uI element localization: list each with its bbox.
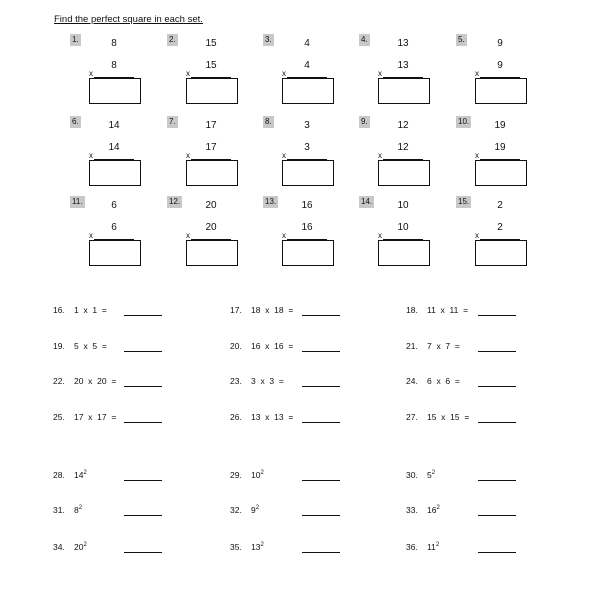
- factor-top: 12: [397, 120, 409, 131]
- base: 5: [427, 470, 432, 480]
- multiply-sign: x: [282, 69, 286, 78]
- expression: 11 x 11 =: [427, 305, 469, 315]
- problem-number: 27.: [406, 412, 418, 422]
- multiplication-problem: [406, 412, 469, 422]
- base: 16: [427, 505, 437, 515]
- expression: 5 x 5 =: [74, 341, 107, 351]
- answer-blank[interactable]: [302, 515, 340, 516]
- answer-blank[interactable]: [478, 351, 516, 352]
- answer-blank[interactable]: [302, 422, 340, 423]
- factor-bottom: 3: [304, 142, 310, 153]
- problem-number: 24.: [406, 376, 418, 386]
- multiplication-problem: [53, 305, 107, 315]
- factor-bottom: 8: [111, 60, 117, 71]
- multiplication-problem: [230, 412, 293, 422]
- problem-number: 15.: [458, 197, 470, 206]
- factor-bottom: 6: [111, 222, 117, 233]
- answer-blank[interactable]: [478, 422, 516, 423]
- base: 10: [251, 470, 261, 480]
- square-set: [167, 34, 263, 108]
- answer-blank[interactable]: [302, 386, 340, 387]
- factor-top: 17: [205, 120, 217, 131]
- problem-number: 20.: [230, 341, 242, 351]
- multiply-sign: x: [186, 69, 190, 78]
- expression: 20 x 20 =: [74, 376, 117, 386]
- factor-top: 10: [397, 200, 409, 211]
- exponent-problem: [230, 470, 264, 480]
- factor-bottom: 12: [397, 142, 409, 153]
- expression: 17 x 17 =: [74, 412, 117, 422]
- problem-number: 31.: [53, 505, 65, 515]
- answer-blank[interactable]: [478, 515, 516, 516]
- problem-number: 21.: [406, 341, 418, 351]
- square-set: [359, 34, 455, 108]
- problem-number: 1.: [72, 35, 79, 44]
- answer-blank[interactable]: [302, 351, 340, 352]
- multiply-sign: x: [475, 231, 479, 240]
- exponent: 2: [431, 470, 436, 476]
- factor-top: 16: [301, 200, 313, 211]
- problem-number: 28.: [53, 470, 65, 480]
- expression: 1 x 1 =: [74, 305, 107, 315]
- answer-box[interactable]: [378, 240, 430, 266]
- factor-top: 3: [304, 120, 310, 131]
- multiplication-problem: [406, 305, 468, 315]
- expression: 6 x 6 =: [427, 376, 460, 386]
- square-set: [263, 116, 359, 190]
- multiply-sign: x: [186, 151, 190, 160]
- answer-box[interactable]: [186, 78, 238, 104]
- square-set: [167, 116, 263, 190]
- multiplication-problem: [230, 376, 284, 386]
- answer-box[interactable]: [282, 78, 334, 104]
- multiply-sign: x: [378, 151, 382, 160]
- exponent: 2: [83, 470, 87, 476]
- square-set: [70, 116, 166, 190]
- base: 11: [427, 542, 436, 552]
- problem-number: 22.: [53, 376, 65, 386]
- exponent: 2: [83, 542, 87, 548]
- factor-bottom: 17: [205, 142, 217, 153]
- multiply-sign: x: [378, 69, 382, 78]
- problem-number: 9.: [361, 117, 368, 126]
- expression: 3 x 3 =: [251, 376, 284, 386]
- factor-top: 19: [494, 120, 506, 131]
- exponent-problem: [406, 505, 440, 515]
- square-set: [456, 116, 552, 190]
- problem-number: 36.: [406, 542, 418, 552]
- expression: 7 x 7 =: [427, 341, 460, 351]
- factor-top: 2: [497, 200, 503, 211]
- problem-number: 2.: [169, 35, 176, 44]
- exponent-problem: [53, 542, 87, 552]
- answer-blank[interactable]: [302, 480, 340, 481]
- answer-blank[interactable]: [478, 386, 516, 387]
- exponent: 2: [436, 505, 440, 511]
- exponent-problem: [406, 470, 435, 480]
- base: 13: [251, 542, 261, 552]
- square-set: [456, 196, 552, 270]
- factor-top: 20: [205, 200, 217, 211]
- problem-number: 14.: [361, 197, 373, 206]
- expression: 15 x 15 =: [427, 412, 470, 422]
- base: 8: [74, 505, 79, 515]
- problem-number: 35.: [230, 542, 242, 552]
- expression: 18 x 18 =: [251, 305, 294, 315]
- problem-number: 10.: [458, 117, 470, 126]
- multiply-sign: x: [186, 231, 190, 240]
- multiply-sign: x: [89, 231, 93, 240]
- answer-blank[interactable]: [478, 552, 516, 553]
- factor-bottom: 19: [494, 142, 506, 153]
- square-set: [70, 34, 166, 108]
- answer-blank[interactable]: [302, 315, 340, 316]
- problem-number: 3.: [265, 35, 272, 44]
- exponent-problem: [53, 470, 87, 480]
- answer-blank[interactable]: [124, 386, 162, 387]
- problem-number: 23.: [230, 376, 242, 386]
- exponent: 2: [260, 542, 264, 548]
- problem-number: 29.: [230, 470, 242, 480]
- answer-blank[interactable]: [302, 552, 340, 553]
- base: 9: [251, 505, 256, 515]
- multiplication-problem: [230, 341, 293, 351]
- page-title: Find the perfect square in each set.: [54, 14, 203, 25]
- problem-number: 25.: [53, 412, 65, 422]
- square-set: [263, 34, 359, 108]
- problem-number: 32.: [230, 505, 242, 515]
- problem-number: 7.: [169, 117, 176, 126]
- exponent-problem: [230, 505, 259, 515]
- problem-number: 33.: [406, 505, 418, 515]
- square-set: [456, 34, 552, 108]
- factor-bottom: 14: [108, 142, 120, 153]
- exponent: 2: [260, 470, 264, 476]
- factor-top: 15: [205, 38, 217, 49]
- answer-blank[interactable]: [478, 480, 516, 481]
- problem-number: 12.: [169, 197, 181, 206]
- problem-number: 34.: [53, 542, 65, 552]
- problem-number: 8.: [265, 117, 272, 126]
- answer-box[interactable]: [89, 78, 141, 104]
- factor-top: 6: [111, 200, 117, 211]
- base: 14: [74, 470, 84, 480]
- factor-top: 4: [304, 38, 310, 49]
- exponent-problem: [53, 505, 82, 515]
- answer-blank[interactable]: [124, 552, 162, 553]
- factor-bottom: 15: [205, 60, 217, 71]
- answer-box[interactable]: [89, 240, 141, 266]
- factor-bottom: 2: [497, 222, 503, 233]
- answer-box[interactable]: [378, 78, 430, 104]
- factor-top: 9: [497, 38, 503, 49]
- exponent-problem: [230, 542, 264, 552]
- square-set: [167, 196, 263, 270]
- multiplication-problem: [230, 305, 293, 315]
- multiply-sign: x: [282, 231, 286, 240]
- answer-box[interactable]: [282, 240, 334, 266]
- problem-number: 30.: [406, 470, 418, 480]
- answer-box[interactable]: [186, 240, 238, 266]
- answer-blank[interactable]: [124, 315, 162, 316]
- answer-box[interactable]: [475, 240, 527, 266]
- exponent-problem: [406, 542, 439, 552]
- factor-bottom: 4: [304, 60, 310, 71]
- multiplication-problem: [406, 376, 460, 386]
- answer-box[interactable]: [89, 160, 141, 186]
- multiply-sign: x: [89, 69, 93, 78]
- problem-number: 5.: [458, 35, 465, 44]
- problem-number: 4.: [361, 35, 368, 44]
- exponent: 2: [78, 505, 83, 511]
- factor-top: 13: [397, 38, 409, 49]
- multiply-sign: x: [475, 151, 479, 160]
- base: 20: [74, 542, 84, 552]
- factor-bottom: 9: [497, 60, 503, 71]
- answer-blank[interactable]: [478, 315, 516, 316]
- problem-number: 18.: [406, 305, 418, 315]
- factor-bottom: 16: [301, 222, 313, 233]
- factor-bottom: 10: [397, 222, 409, 233]
- answer-blank[interactable]: [124, 422, 162, 423]
- problem-number: 26.: [230, 412, 242, 422]
- multiplication-problem: [53, 412, 116, 422]
- square-set: [70, 196, 166, 270]
- answer-blank[interactable]: [124, 351, 162, 352]
- square-set: [359, 196, 455, 270]
- problem-number: 16.: [53, 305, 65, 315]
- exponent: 2: [435, 542, 440, 548]
- square-set: [359, 116, 455, 190]
- answer-box[interactable]: [378, 160, 430, 186]
- multiplication-problem: [406, 341, 460, 351]
- factor-bottom: 20: [205, 222, 217, 233]
- problem-number: 19.: [53, 341, 65, 351]
- multiply-sign: x: [378, 231, 382, 240]
- expression: 13 x 13 =: [251, 412, 294, 422]
- multiplication-problem: [53, 376, 116, 386]
- problem-number: 6.: [72, 117, 79, 126]
- answer-box[interactable]: [282, 160, 334, 186]
- problem-number: 11.: [72, 197, 83, 206]
- square-set: [263, 196, 359, 270]
- answer-box[interactable]: [475, 160, 527, 186]
- answer-box[interactable]: [475, 78, 527, 104]
- multiply-sign: x: [475, 69, 479, 78]
- expression: 16 x 16 =: [251, 341, 294, 351]
- multiplication-problem: [53, 341, 107, 351]
- exponent: 2: [255, 505, 260, 511]
- answer-box[interactable]: [186, 160, 238, 186]
- factor-bottom: 13: [397, 60, 409, 71]
- problem-number: 13.: [265, 197, 277, 206]
- multiply-sign: x: [282, 151, 286, 160]
- factor-top: 8: [111, 38, 117, 49]
- problem-number: 17.: [230, 305, 242, 315]
- answer-blank[interactable]: [124, 515, 162, 516]
- multiply-sign: x: [89, 151, 93, 160]
- answer-blank[interactable]: [124, 480, 162, 481]
- factor-top: 14: [108, 120, 120, 131]
